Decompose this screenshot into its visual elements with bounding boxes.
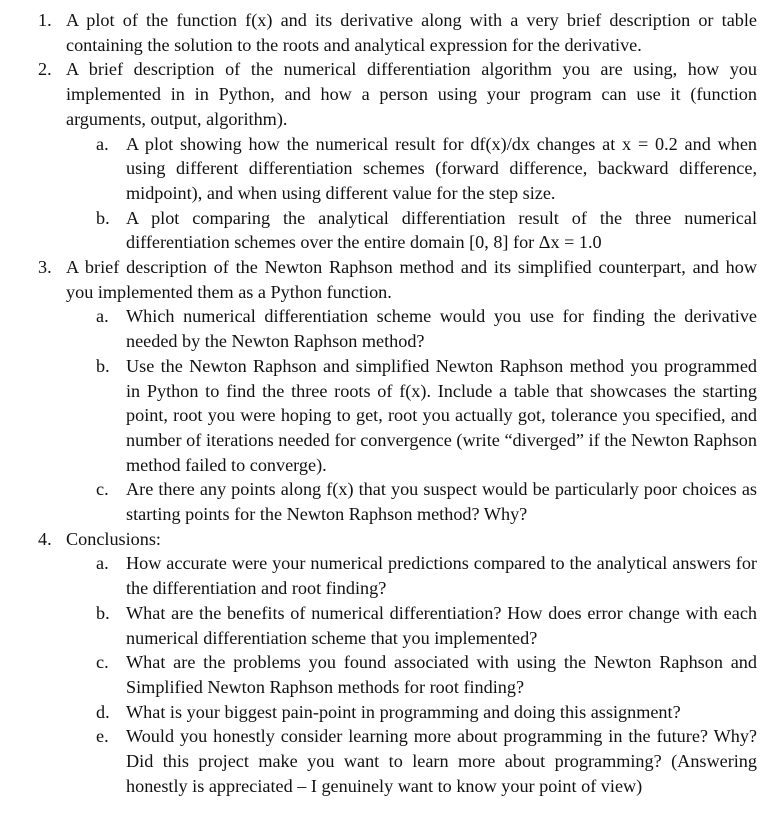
list-item-1 [0, 8, 779, 57]
list-item-number: 1. [38, 10, 52, 30]
sub-item-letter: c. [96, 479, 109, 500]
sub-item-letter: d. [96, 701, 110, 722]
sub-item-letter: a. [96, 133, 109, 154]
sub-item-4c [0, 650, 779, 699]
sub-item-letter: a. [96, 553, 109, 574]
sub-item-letter: a. [96, 306, 109, 327]
sub-item-text: What are the benefits of numerical differentiation? How does error change with each numerical differentiation scheme that you implemented? [126, 602, 757, 648]
list-item-text: A plot of the function f(x) and its derivative along with a very brief description or table containing the solution to the roots and analytical expression for the derivative. [66, 10, 757, 55]
list-item-number: 3. [38, 257, 52, 278]
sub-item-letter: b. [96, 602, 110, 623]
sub-item-4b [0, 601, 779, 650]
list-item-text: A brief description of the Newton Raphson method and its simplified counterpart, and how you implemented them as a Python function. [66, 257, 757, 302]
sub-item-text: Are there any points along f(x) that you suspect would be particularly poor choices as starting points for the Newton Raphson method? Why? [126, 479, 757, 525]
sub-item-text: Would you honestly consider learning more about programming in the future? Why? Did this project make you want to learn more about programming? (Answering honestly is appreciated – I genuinely want to know your point of view) [126, 726, 757, 796]
sub-item-letter: b. [96, 355, 110, 376]
sub-item-text: What are the problems you found associated with using the Newton Raphson and Simplified Newton Raphson methods for root finding? [126, 652, 757, 697]
sub-item-text: Which numerical differentiation scheme would you use for finding the derivative needed by the Newton Raphson method? [126, 306, 757, 352]
sub-item-letter: b. [96, 207, 110, 228]
sub-item-text: Use the Newton Raphson and simplified Newton Raphson method you programmed in Python to find the three roots of f(x). Include a table that showcases the starting point, root you were hoping to get, root you actually got, tolerance you specified, and number of iterations needed for convergence (write “diverged” if the Newton Raphson method failed to converge). [126, 355, 757, 475]
sub-item-text: A plot showing how the numerical result for df(x)/dx changes at x = 0.2 and when using different differentiation schemes (forward difference, backward difference, midpoint), and when using different value for the step size. [126, 133, 757, 203]
sub-item-text: A plot comparing the analytical differentiation result of the three numerical differentiation schemes over the entire domain [0, 8] for Δx = 1.0 [126, 207, 757, 253]
sub-item-4a [0, 551, 779, 600]
list-item-3 [0, 255, 779, 304]
sub-item-4e [0, 724, 779, 798]
sub-item-2a [0, 132, 779, 206]
sub-item-text: How accurate were your numerical predictions compared to the analytical answers for the differentiation and root finding? [126, 553, 757, 599]
list-item-text: A brief description of the numerical differentiation algorithm you are using, how you implemented in in Python, and how a person using your program can use it (function arguments, output, algorithm). [66, 59, 757, 129]
list-item-4 [0, 527, 779, 552]
list-item-number: 4. [38, 528, 52, 549]
sub-item-3a [0, 304, 779, 353]
sub-item-3c [0, 477, 779, 526]
list-item-number: 2. [38, 59, 52, 80]
list-item-text: Conclusions: [66, 528, 161, 549]
sub-item-letter: c. [96, 652, 109, 673]
sub-item-4d [0, 700, 779, 725]
sub-item-text: What is your biggest pain-point in programming and doing this assignment? [126, 701, 681, 722]
list-item-2 [0, 57, 779, 131]
sub-item-2b [0, 206, 779, 255]
sub-item-3b [0, 354, 779, 478]
sub-item-letter: e. [96, 726, 109, 747]
